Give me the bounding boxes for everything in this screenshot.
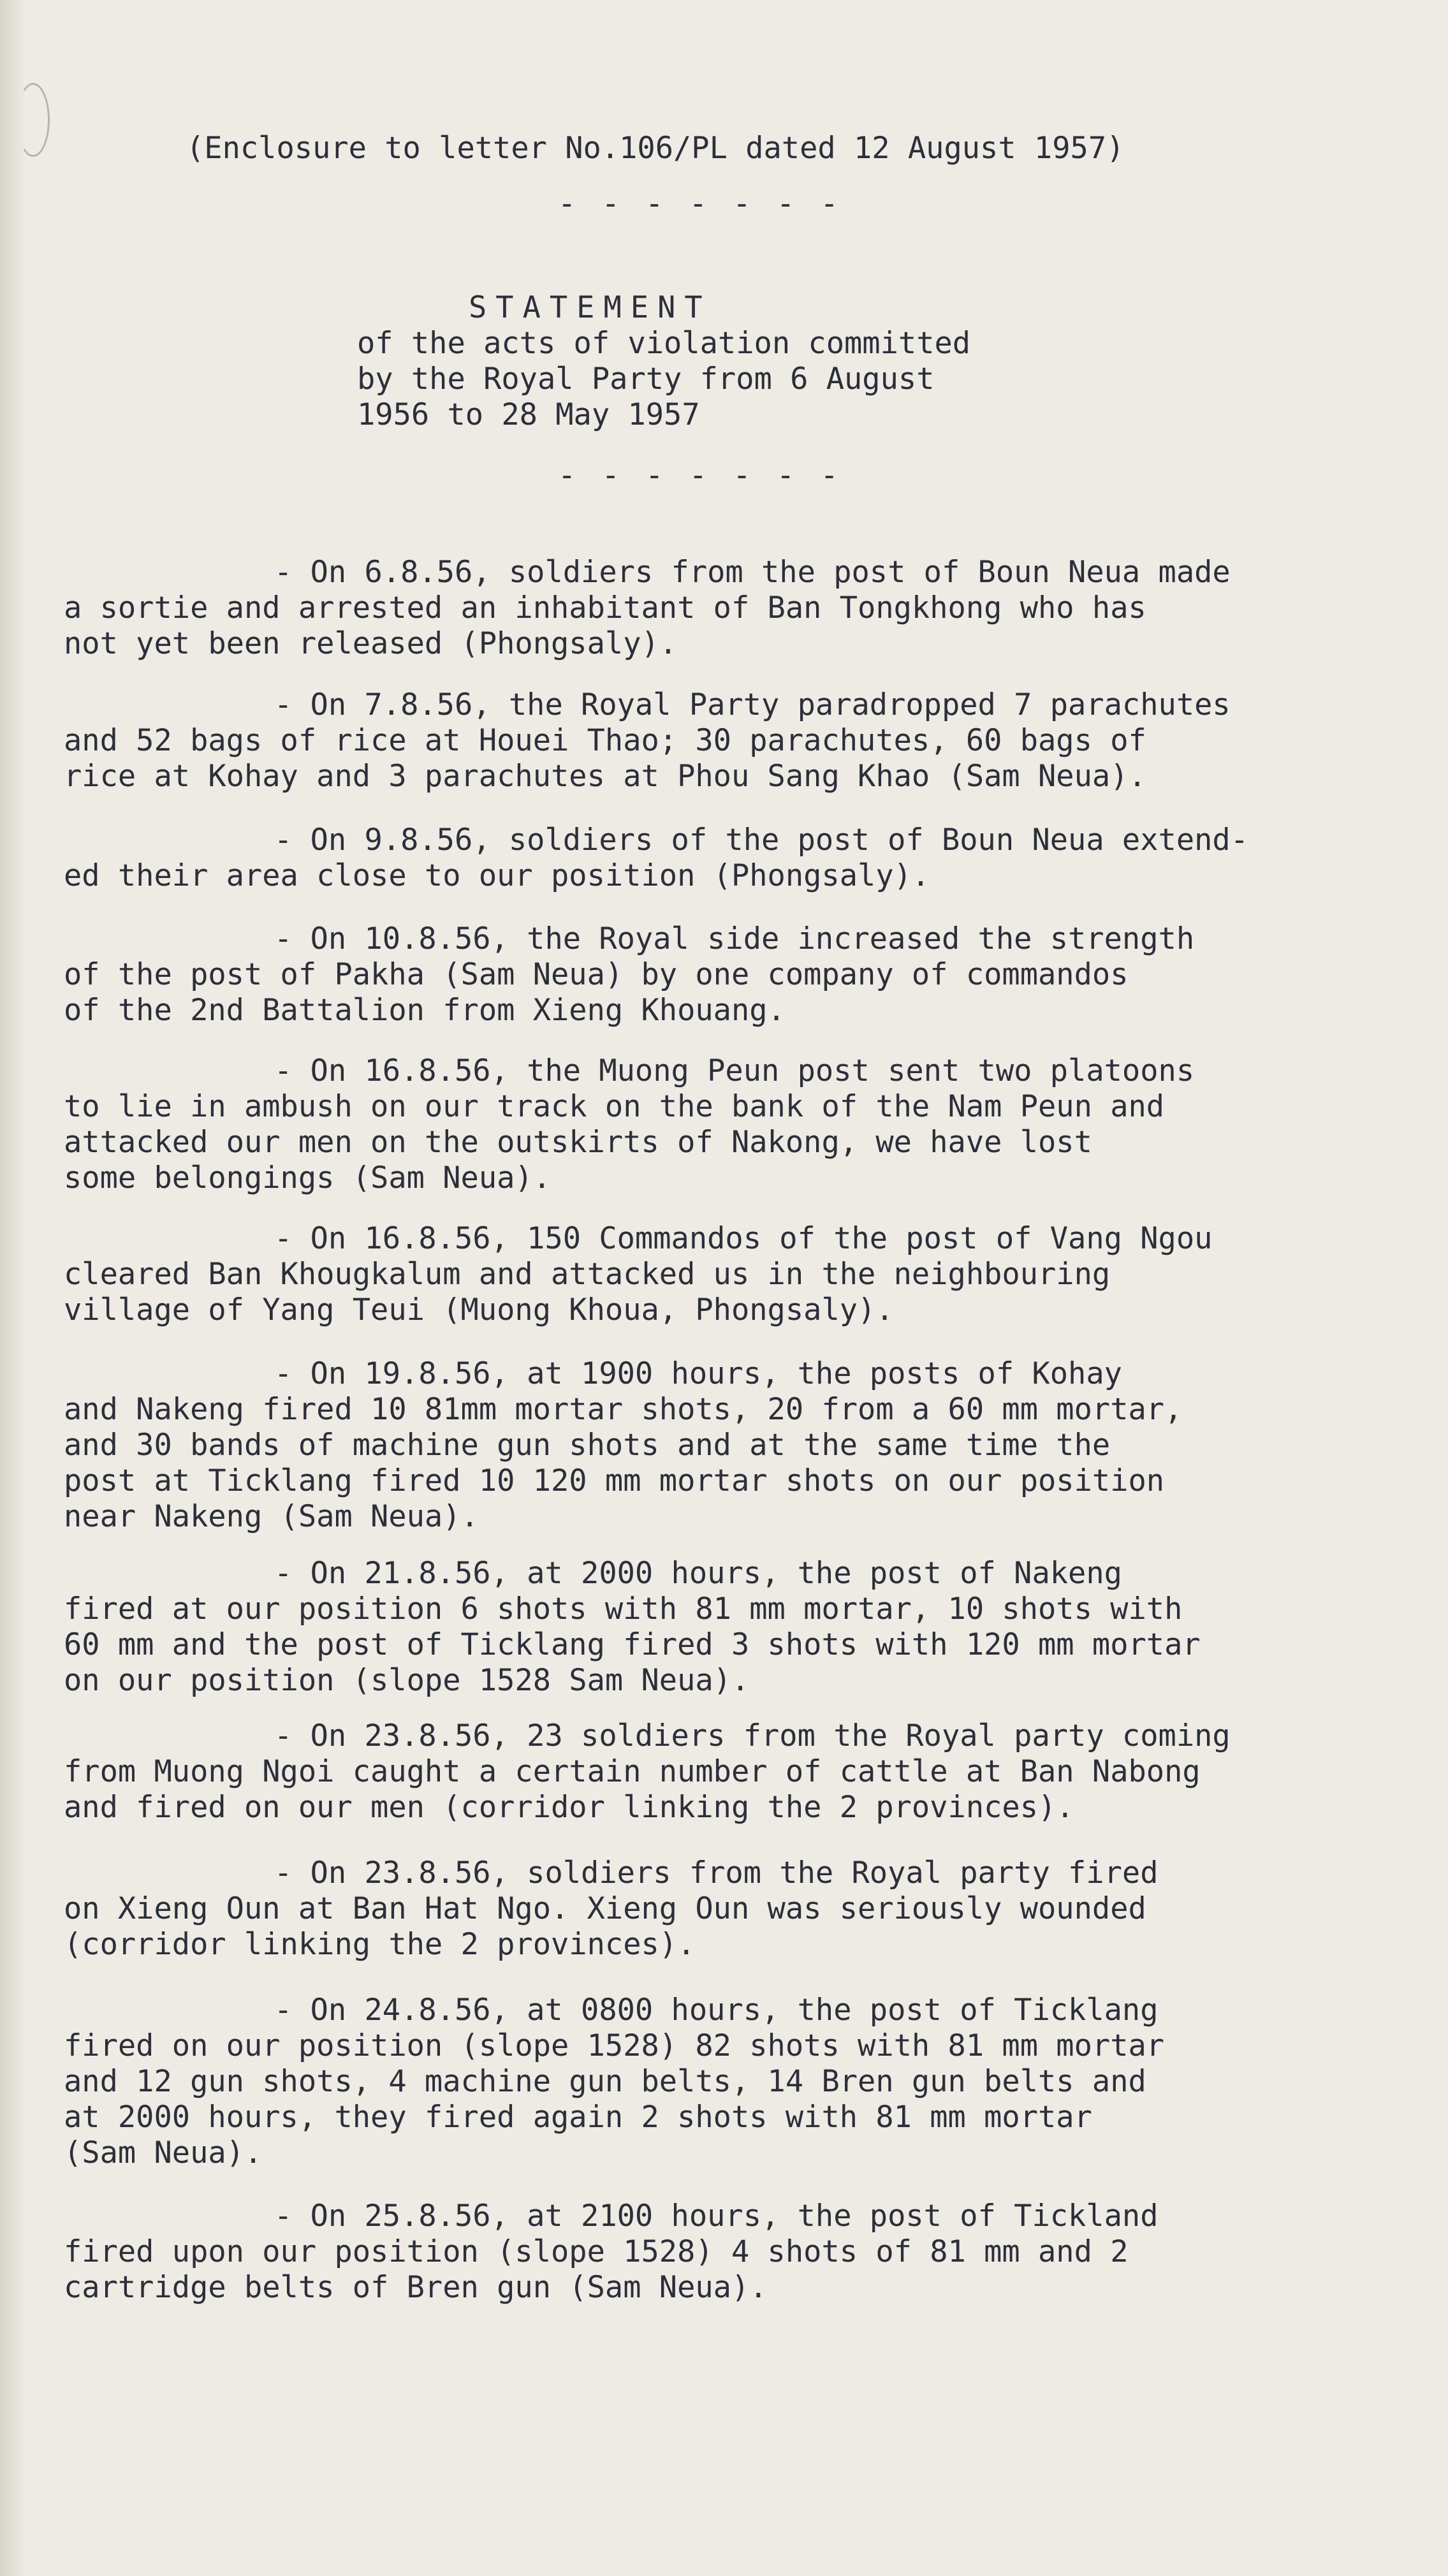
paragraph-9 [64, 1718, 1352, 1826]
paragraph-line: (Sam Neua). [64, 2135, 263, 2170]
paragraph-line: - On 10.8.56, the Royal side increased the strength [274, 921, 1195, 956]
paragraph-line: ed their area close to our position (Phongsaly). [64, 858, 930, 893]
paragraph-line: and 52 bags of rice at Houei Thao; 30 parachutes, 60 bags of [64, 723, 1146, 758]
paragraph-line: of the post of Pakha (Sam Neua) by one company of commandos [64, 957, 1129, 992]
paragraph-5 [64, 1053, 1352, 1196]
paragraph-line: of the 2nd Battalion from Xieng Khouang. [64, 993, 786, 1028]
paragraph-line: from Muong Ngoi caught a certain number of cattle at Ban Nabong [64, 1754, 1201, 1789]
paragraph-8 [64, 1556, 1352, 1699]
punch-hole [17, 83, 50, 157]
paragraph-line: - On 16.8.56, the Muong Peun post sent two platoons [274, 1053, 1195, 1088]
paragraph-line: cleared Ban Khougkalum and attacked us in the neighbouring [64, 1257, 1111, 1292]
paragraph-line: and 30 bands of machine gun shots and at the same time the [64, 1428, 1111, 1463]
paragraph-line: 60 mm and the post of Ticklang fired 3 shots with 120 mm mortar [64, 1627, 1201, 1662]
paragraph-line: (corridor linking the 2 provinces). [64, 1927, 696, 1962]
paragraph-line: - On 25.8.56, at 2100 hours, the post of Tickland [274, 2199, 1159, 2234]
paragraph-line: near Nakeng (Sam Neua). [64, 1499, 479, 1534]
paragraph-line: post at Ticklang fired 10 120 mm mortar shots on our position [64, 1463, 1165, 1498]
paragraph-line: - On 24.8.56, at 0800 hours, the post of Ticklang [274, 1993, 1159, 2028]
paragraph-line: - On 23.8.56, soldiers from the Royal party fired [274, 1855, 1159, 1891]
paragraph-line: at 2000 hours, they fired again 2 shots with 81 mm mortar [64, 2100, 1092, 2135]
enclosure-line: (Enclosure to letter No.106/PL dated 12 August 1957) [186, 131, 1125, 166]
paragraph-4 [64, 921, 1352, 1028]
paragraph-7 [64, 1356, 1352, 1535]
statement-title: STATEMENT [469, 290, 712, 325]
paragraph-line: attacked our men on the outskirts of Nakong, we have lost [64, 1125, 1092, 1160]
paragraph-11 [64, 1993, 1352, 2171]
paragraph-1 [64, 555, 1352, 662]
paragraph-line: fired upon our position (slope 1528) 4 shots of 81 mm and 2 [64, 2234, 1129, 2269]
paragraph-line: rice at Kohay and 3 parachutes at Phou Sang Khao (Sam Neua). [64, 759, 1146, 794]
separator-bottom: - - - - - - - [558, 458, 842, 493]
title-line: by the Royal Party from 6 August [357, 362, 935, 397]
paragraph-line: on Xieng Oun at Ban Hat Ngo. Xieng Oun was seriously wounded [64, 1891, 1146, 1926]
paragraph-line: fired on our position (slope 1528) 82 shots with 81 mm mortar [64, 2028, 1165, 2063]
paragraph-6 [64, 1221, 1352, 1328]
paragraph-line: a sortie and arrested an inhabitant of Ban Tongkhong who has [64, 590, 1146, 626]
paragraph-line: - On 7.8.56, the Royal Party paradropped 7 parachutes [274, 687, 1231, 722]
paragraph-line: - On 6.8.56, soldiers from the post of Boun Neua made [274, 555, 1231, 590]
separator-top: - - - - - - - [558, 186, 842, 221]
paragraph-line: and Nakeng fired 10 81mm mortar shots, 20 from a 60 mm mortar, [64, 1392, 1183, 1427]
paragraph-line: - On 19.8.56, at 1900 hours, the posts of Kohay [274, 1356, 1122, 1391]
paragraph-line: some belongings (Sam Neua). [64, 1160, 552, 1196]
paragraph-12 [64, 2199, 1352, 2306]
paragraph-line: not yet been released (Phongsaly). [64, 626, 678, 661]
paragraph-line: - On 21.8.56, at 2000 hours, the post of Nakeng [274, 1556, 1122, 1591]
paragraph-line: village of Yang Teui (Muong Khoua, Phongsaly). [64, 1292, 894, 1328]
statement-title-block [357, 290, 970, 433]
page-binding-edge [0, 0, 26, 2576]
paragraph-line: - On 16.8.56, 150 Commandos of the post of Vang Ngou [274, 1221, 1213, 1256]
paragraph-line: and fired on our men (corridor linking the 2 provinces). [64, 1790, 1074, 1825]
paragraph-line: cartridge belts of Bren gun (Sam Neua). [64, 2270, 768, 2305]
paragraph-2 [64, 687, 1352, 794]
title-line: of the acts of violation committed [357, 326, 971, 361]
paragraph-line: and 12 gun shots, 4 machine gun belts, 14 Bren gun belts and [64, 2064, 1146, 2099]
paragraph-line: on our position (slope 1528 Sam Neua). [64, 1663, 750, 1698]
paragraph-line: - On 9.8.56, soldiers of the post of Boun Neua extend- [274, 823, 1249, 858]
paragraph-3 [64, 823, 1352, 894]
paragraph-10 [64, 1855, 1352, 1963]
paragraph-line: - On 23.8.56, 23 soldiers from the Royal party coming [274, 1718, 1231, 1753]
paragraph-line: fired at our position 6 shots with 81 mm mortar, 10 shots with [64, 1592, 1183, 1627]
paragraph-line: to lie in ambush on our track on the bank of the Nam Peun and [64, 1089, 1165, 1124]
title-line: 1956 to 28 May 1957 [357, 397, 700, 432]
